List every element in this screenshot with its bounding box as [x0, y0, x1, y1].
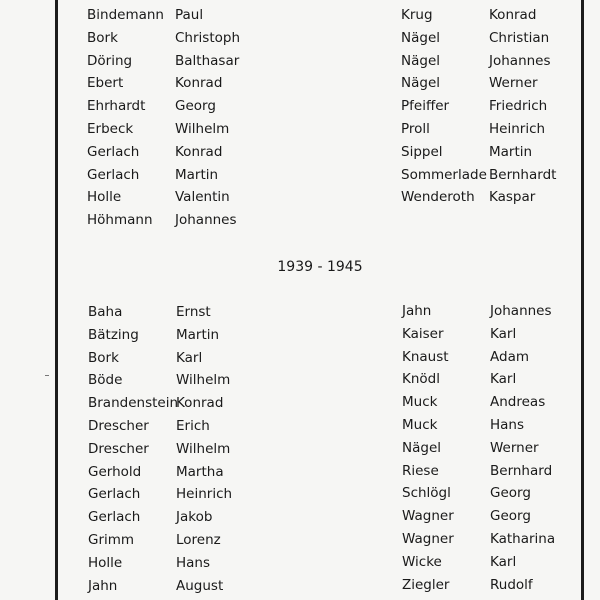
- first-name: Balthasar: [175, 52, 240, 69]
- first-name: Christian: [489, 29, 550, 46]
- surname: Knaust: [402, 348, 449, 365]
- page-border-left: [55, 0, 58, 600]
- surname: Brandenstein: [88, 395, 179, 412]
- first-name: Christoph: [175, 29, 240, 46]
- first-name: Paul: [175, 7, 204, 23]
- first-name: Heinrich: [176, 486, 233, 503]
- surname: Bindemann: [87, 7, 164, 23]
- surname: Wagner: [402, 508, 454, 525]
- surname: Sommerlade: [401, 166, 487, 183]
- first-name: Karl: [490, 371, 517, 388]
- surname: Nägel: [401, 52, 440, 69]
- surname: Drescher: [88, 440, 149, 457]
- first-name: Johannes: [175, 212, 237, 229]
- surname: Gerlach: [88, 509, 141, 526]
- surname: Proll: [401, 120, 430, 137]
- first-name: Andreas: [490, 394, 546, 411]
- page-border-right: [581, 0, 584, 600]
- surname: Wagner: [402, 530, 454, 547]
- first-name: Georg: [175, 98, 216, 115]
- first-name: Wilhelm: [176, 440, 231, 457]
- first-name: Martin: [176, 326, 220, 343]
- first-name: Konrad: [176, 395, 224, 412]
- first-name: Karl: [490, 325, 517, 342]
- first-name: Konrad: [175, 75, 223, 92]
- first-name: Adam: [490, 348, 529, 365]
- first-name: Wilhelm: [176, 372, 231, 389]
- first-name: Martin: [175, 166, 219, 183]
- surname: Holle: [88, 554, 123, 571]
- first-name: Valentin: [175, 189, 230, 206]
- surname: Muck: [402, 394, 438, 411]
- first-name: Jakob: [176, 509, 213, 526]
- surname: Böde: [88, 372, 123, 389]
- surname: Erbeck: [87, 120, 134, 137]
- first-name: Heinrich: [489, 120, 546, 137]
- top-right-firstname-column: [489, 4, 556, 209]
- first-name: Karl: [490, 553, 517, 570]
- first-name: Werner: [490, 439, 539, 456]
- period-heading: 1939 - 1945: [277, 259, 363, 275]
- first-name: Hans: [490, 416, 525, 433]
- surname: Holle: [87, 189, 122, 206]
- surname: Wenderoth: [401, 189, 475, 206]
- surname: Drescher: [88, 417, 149, 434]
- top-right-surname-column: [401, 4, 487, 209]
- first-name: Bernhardt: [489, 166, 557, 183]
- surname: Wicke: [402, 553, 442, 570]
- bottom-right-firstname-column: [490, 300, 555, 596]
- surname: Nägel: [402, 439, 441, 456]
- first-name: Georg: [490, 508, 531, 525]
- first-name: Kaspar: [489, 189, 536, 206]
- surname: Höhmann: [87, 212, 153, 229]
- first-name: Konrad: [175, 143, 223, 160]
- first-name: Wilhelm: [175, 120, 230, 137]
- surname: Ziegler: [402, 576, 450, 593]
- surname: Krug: [401, 7, 433, 23]
- first-name: Martha: [176, 463, 224, 480]
- surname: Gerlach: [87, 143, 140, 160]
- surname: Bork: [87, 29, 118, 46]
- first-name: Katharina: [490, 530, 556, 547]
- first-name: Friedrich: [489, 98, 548, 115]
- first-name: Martin: [489, 143, 533, 160]
- surname: Döring: [87, 52, 133, 69]
- surname: Nägel: [401, 29, 440, 46]
- first-name: August: [176, 577, 224, 594]
- first-name: Werner: [489, 75, 538, 92]
- first-name: Hans: [176, 554, 211, 571]
- first-name: Ernst: [176, 304, 211, 320]
- surname: Grimm: [88, 531, 135, 548]
- surname: Gerlach: [88, 486, 141, 503]
- first-name: Konrad: [489, 7, 537, 23]
- first-name: Karl: [176, 349, 203, 366]
- top-left-firstname-column: [175, 4, 240, 232]
- surname: Jahn: [402, 303, 432, 319]
- surname: Ehrhardt: [87, 98, 146, 115]
- surname: Knödl: [402, 371, 440, 388]
- surname: Gerlach: [87, 166, 140, 183]
- first-name: Johannes: [490, 303, 552, 319]
- surname: Muck: [402, 416, 438, 433]
- surname: Schlögl: [402, 485, 451, 502]
- bottom-left-firstname-column: [176, 301, 232, 597]
- surname: Baha: [88, 304, 123, 320]
- first-name: Georg: [490, 485, 531, 502]
- surname: Jahn: [88, 577, 118, 594]
- surname: Gerhold: [88, 463, 142, 480]
- surname: Pfeiffer: [401, 98, 450, 115]
- surname: Sippel: [401, 143, 443, 160]
- surname: Kaiser: [402, 325, 444, 342]
- surname: Bork: [88, 349, 119, 366]
- scan-speck: [45, 375, 49, 376]
- top-left-surname-column: [87, 4, 164, 232]
- surname: Bätzing: [88, 326, 139, 343]
- first-name: Lorenz: [176, 531, 221, 548]
- first-name: Erich: [176, 417, 210, 434]
- surname: Riese: [402, 462, 439, 479]
- bottom-left-surname-column: [88, 301, 178, 597]
- bottom-right-surname-column: [402, 300, 454, 596]
- first-name: Rudolf: [490, 576, 533, 593]
- surname: Nägel: [401, 75, 440, 92]
- first-name: Johannes: [489, 52, 551, 69]
- first-name: Bernhard: [490, 462, 553, 479]
- surname: Ebert: [87, 75, 124, 92]
